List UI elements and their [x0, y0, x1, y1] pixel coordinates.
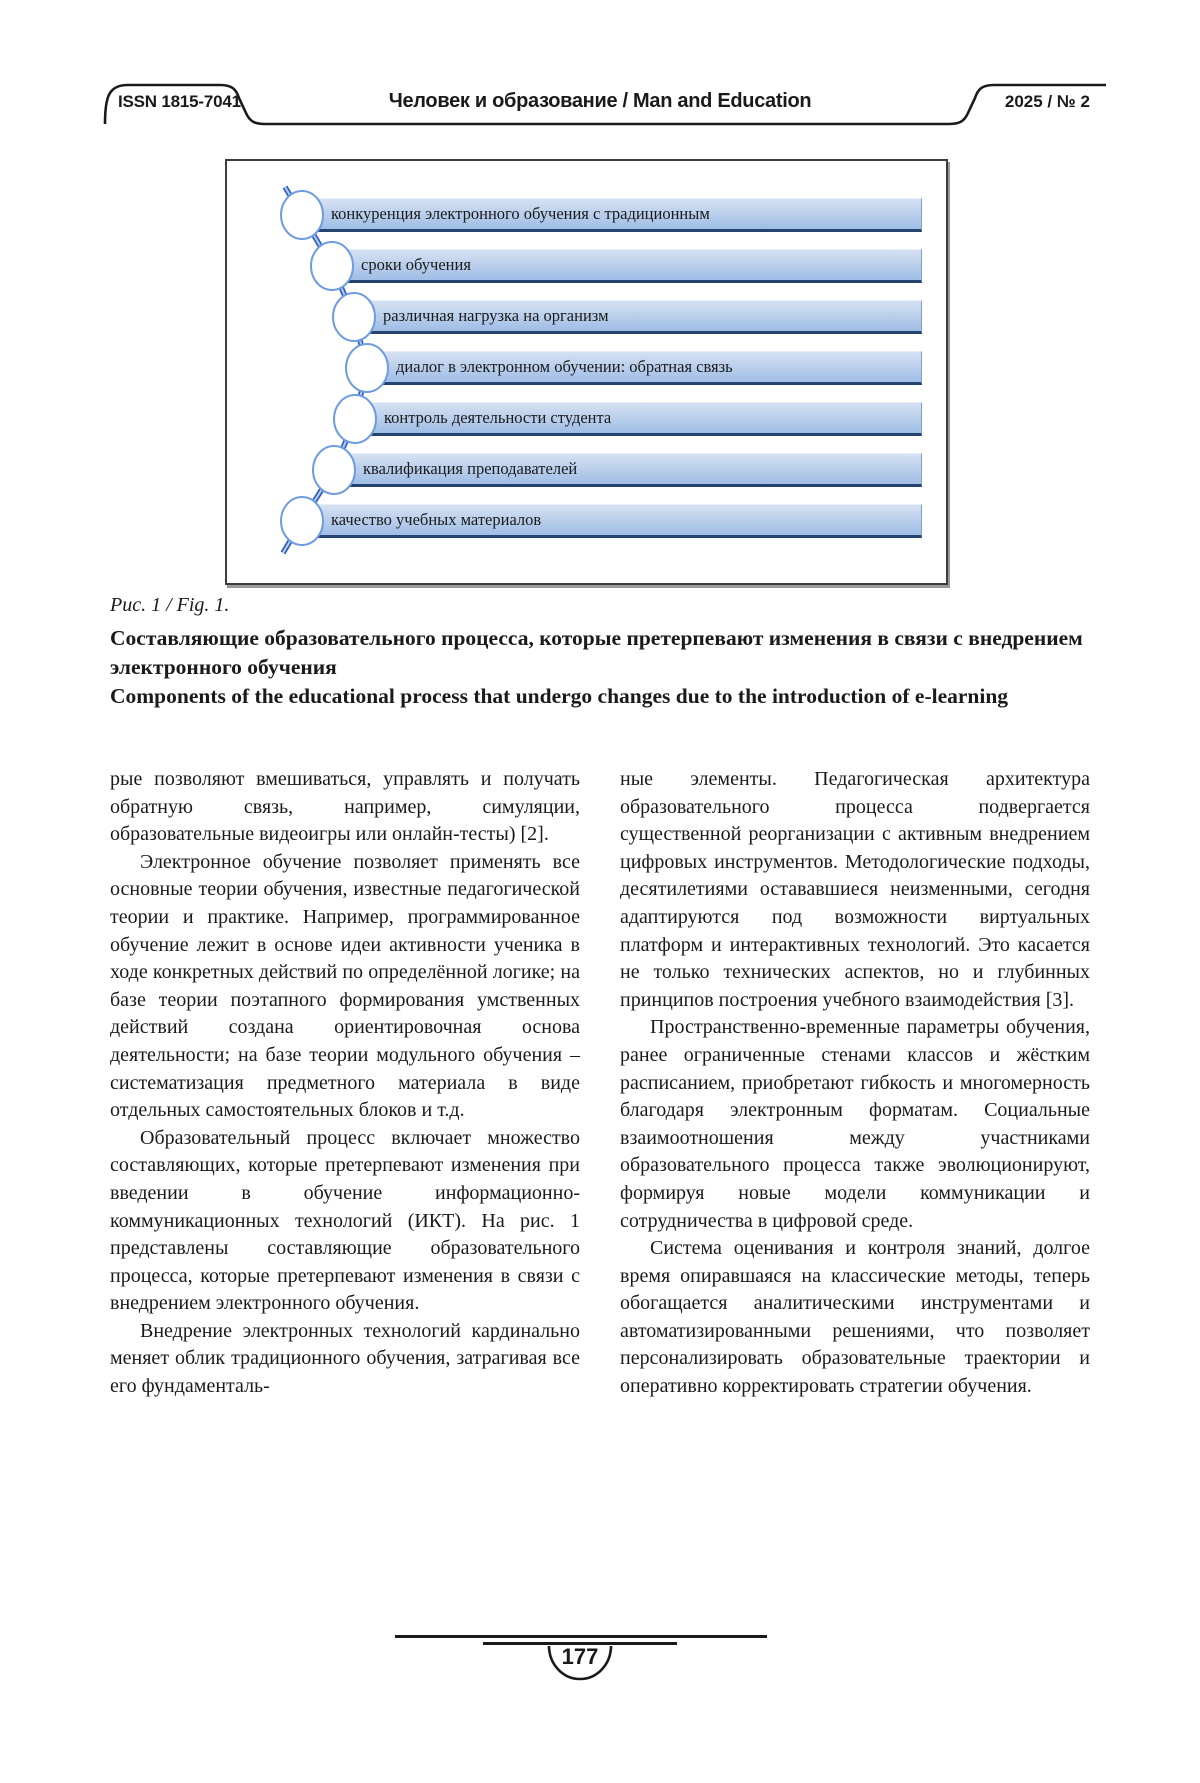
paragraph: Электронное обучение позволяет применять все основные теории обучения, известные педагогической теории и практике. Например, программированное обучение лежит в основе идеи активности ученика в ходе конкретных действий по определённой логике; на базе теории поэтапного формирования умственных действий создана ориентировочная основа деятельности; на базе теории модульного обучения – систематизация предметного материала в виде отдельных самостоятельных блоков и т.д.: [110, 850, 580, 1122]
paragraph: Внедрение электронных технологий кардинально меняет облик традиционного обучения, затрагивая все его фундаменталь-: [110, 1319, 580, 1398]
journal-title: Человек и образование / Man and Education: [388, 90, 812, 112]
process-bar-label: диалог в электронном обучении: обратная связь: [396, 357, 733, 376]
process-bar-label: квалификация преподавателей: [363, 459, 578, 478]
figure-box: [225, 159, 948, 585]
paragraph: Пространственно-временные параметры обучения, ранее ограниченные стенами классов и жёстким расписанием, приобретают гибкость и многомерность благодаря электронным форматам. Социальные взаимоотношения между участниками образовательного процесса также эволюционируют, формируя новые модели коммуникации и сотрудничества в цифровой среде.: [620, 1016, 1090, 1232]
figure-caption-en: Components of the educational process that undergo changes due to the introduction of e-learning: [110, 684, 1009, 708]
process-bar: [352, 402, 922, 436]
process-bar: [299, 504, 922, 538]
process-bar: [331, 453, 922, 487]
page-number: 177: [561, 1644, 599, 1669]
process-bar-label: различная нагрузка на организм: [383, 306, 609, 325]
paragraph: Система оценивания и контроля знаний, долгое время опиравшаяся на классические методы, теперь обогащается аналитическими инструментами и автоматизированными решениями, что позволяет персонализировать образовательные траектории и оперативно корректировать стратегии обучения.: [620, 1237, 1090, 1398]
process-bar: [299, 198, 922, 232]
body-left-column: [110, 766, 580, 1401]
paragraph: ные элементы. Педагогическая архитектура образовательного процесса подвергается существенной реорганизации с активным внедрением цифровых инструментов. Методологические подходы, десятилетиями остававшиеся неизменными, сегодня адаптируются под возможности виртуальных платформ и интерактивных технологий. Это касается не только технических аспектов, но и глубинных принципов построения учебного взаимодействия [3].: [620, 768, 1090, 1011]
paragraph: рые позволяют вмешиваться, управлять и получать обратную связь, например, симуляции, образовательные видеоигры или онлайн-тесты) [2].: [110, 768, 580, 846]
process-bar-label: контроль деятельности студента: [384, 408, 612, 427]
issue-label: 2025 / № 2: [1004, 92, 1090, 111]
body-right-column: [620, 766, 1090, 1401]
figure-caption-ru: Составляющие образовательного процесса, которые претерпевают изменения в связи с внедрением электронного обучения: [110, 626, 1083, 679]
process-bar: [364, 351, 922, 385]
process-bar-label: качество учебных материалов: [331, 510, 542, 529]
process-bar-label: сроки обучения: [361, 255, 471, 274]
paragraph: Образовательный процесс включает множество составляющих, которые претерпевают изменения при введении в обучение информационно-коммуникационных технологий (ИКТ). На рис. 1 представлены составляющие образовательного процесса, которые претерпевают изменения в связи с внедрением электронного обучения.: [110, 1126, 580, 1315]
figure-caption: [110, 594, 1095, 711]
issn-label: ISSN 1815-7041: [118, 92, 241, 111]
process-bar: [329, 249, 922, 283]
article-body: [110, 766, 1090, 1401]
process-bar: [351, 300, 922, 334]
process-bar-label: конкуренция электронного обучения с традиционным: [331, 204, 710, 223]
figure-caption-label: Рис. 1 / Fig. 1.: [110, 594, 230, 616]
